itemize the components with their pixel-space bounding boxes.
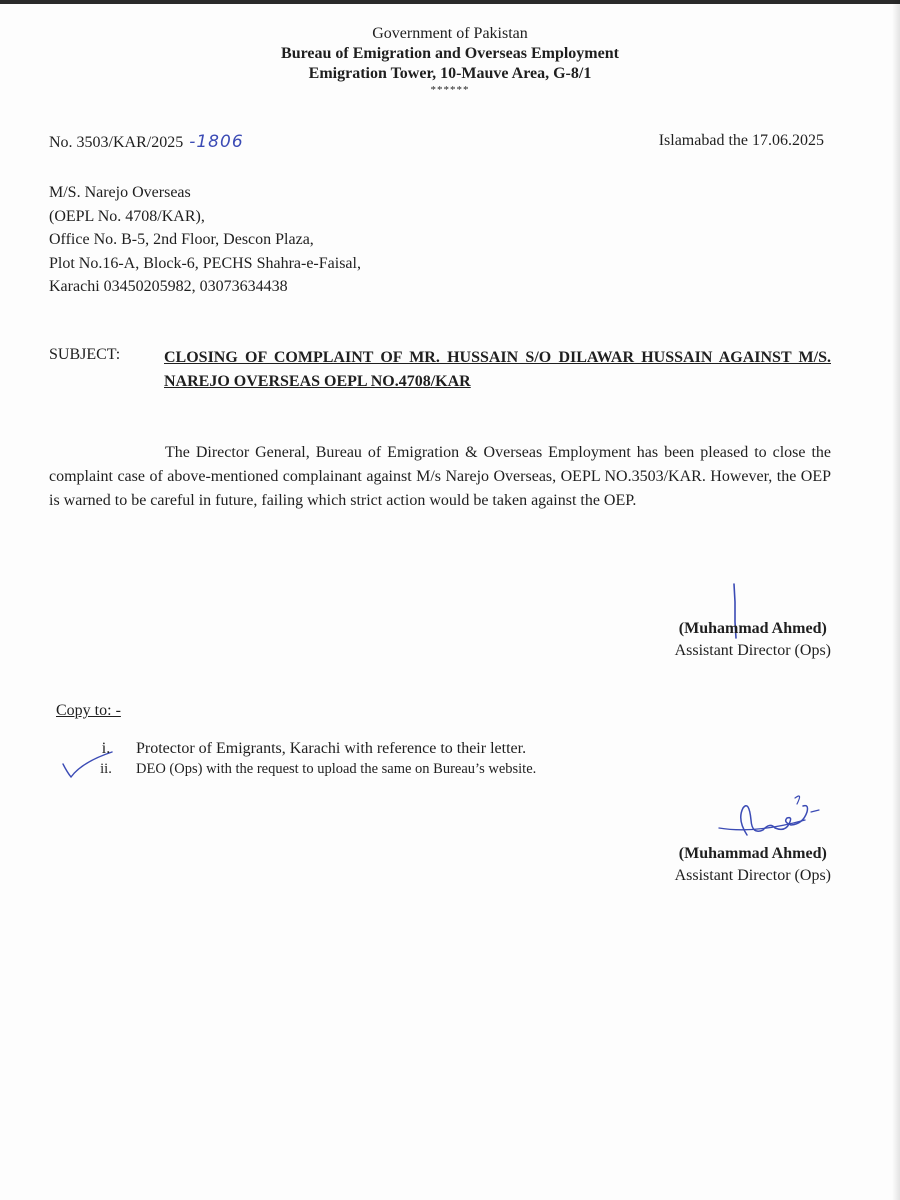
body-paragraph: The Director General, Bureau of Emigration & Overseas Employment has been pleased to close the complaint case of above-mentioned complainant against M/s Narejo Overseas, OEPL NO.3503/KAR. However, the OEP is warned to be careful in future, failing which strict action would be taken against the OEP. [49,444,831,509]
bureau-name: Bureau of Emigration and Overseas Employment [281,45,619,62]
header-separator: ****** [430,84,470,96]
reference-number-line [49,132,244,152]
list-item-number: ii. [100,761,112,777]
letter-date: Islamabad the 17.06.2025 [658,132,824,149]
list-item [76,738,536,759]
signatory-title: Assistant Director (Ops) [674,642,831,659]
addressee-block [49,181,361,299]
subject-label: SUBJECT: [49,346,121,363]
government-title: Government of Pakistan [372,25,528,42]
addressee-line: Office No. B-5, 2nd Floor, Descon Plaza, [49,231,314,248]
addressee-line: Plot No.16-A, Block-6, PECHS Shahra-e-Faisal, [49,254,361,272]
signature-block-secondary [675,843,831,887]
scan-top-edge [0,0,900,4]
letterhead [0,24,900,96]
addressee-line: M/S. Narejo Overseas [49,184,191,201]
signatory-name: (Muhammad Ahmed) [678,845,827,862]
addressee-line: (OEPL No. 4708/KAR), [49,207,205,225]
bureau-address: Emigration Tower, 10-Mauve Area, G-8/1 [308,65,592,82]
list-item [76,759,536,780]
signatory-name: (Muhammad Ahmed) [678,620,827,637]
signature-block-primary [675,618,831,662]
subject-text: CLOSING OF COMPLAINT OF MR. HUSSAIN S/O DILAWAR HUSSAIN AGAINST M/S. NAREJO OVERSEAS OEPL NO.4708/KAR [164,349,831,390]
list-item-text: Protector of Emigrants, Karachi with reference to their letter. [136,740,527,757]
list-item-number: i. [101,740,111,757]
handwritten-reference-suffix: -1806 [189,132,244,152]
list-item-text: DEO (Ops) with the request to upload the same on Bureau’s website. [136,761,537,777]
copy-to-label: Copy to: - [56,702,121,719]
signatory-title: Assistant Director (Ops) [674,867,831,884]
reference-number: No. 3503/KAR/2025 [49,134,184,151]
scan-right-edge [892,0,900,1200]
copy-to-list [76,738,536,780]
addressee-line: Karachi 03450205982, 03073634438 [49,278,288,295]
